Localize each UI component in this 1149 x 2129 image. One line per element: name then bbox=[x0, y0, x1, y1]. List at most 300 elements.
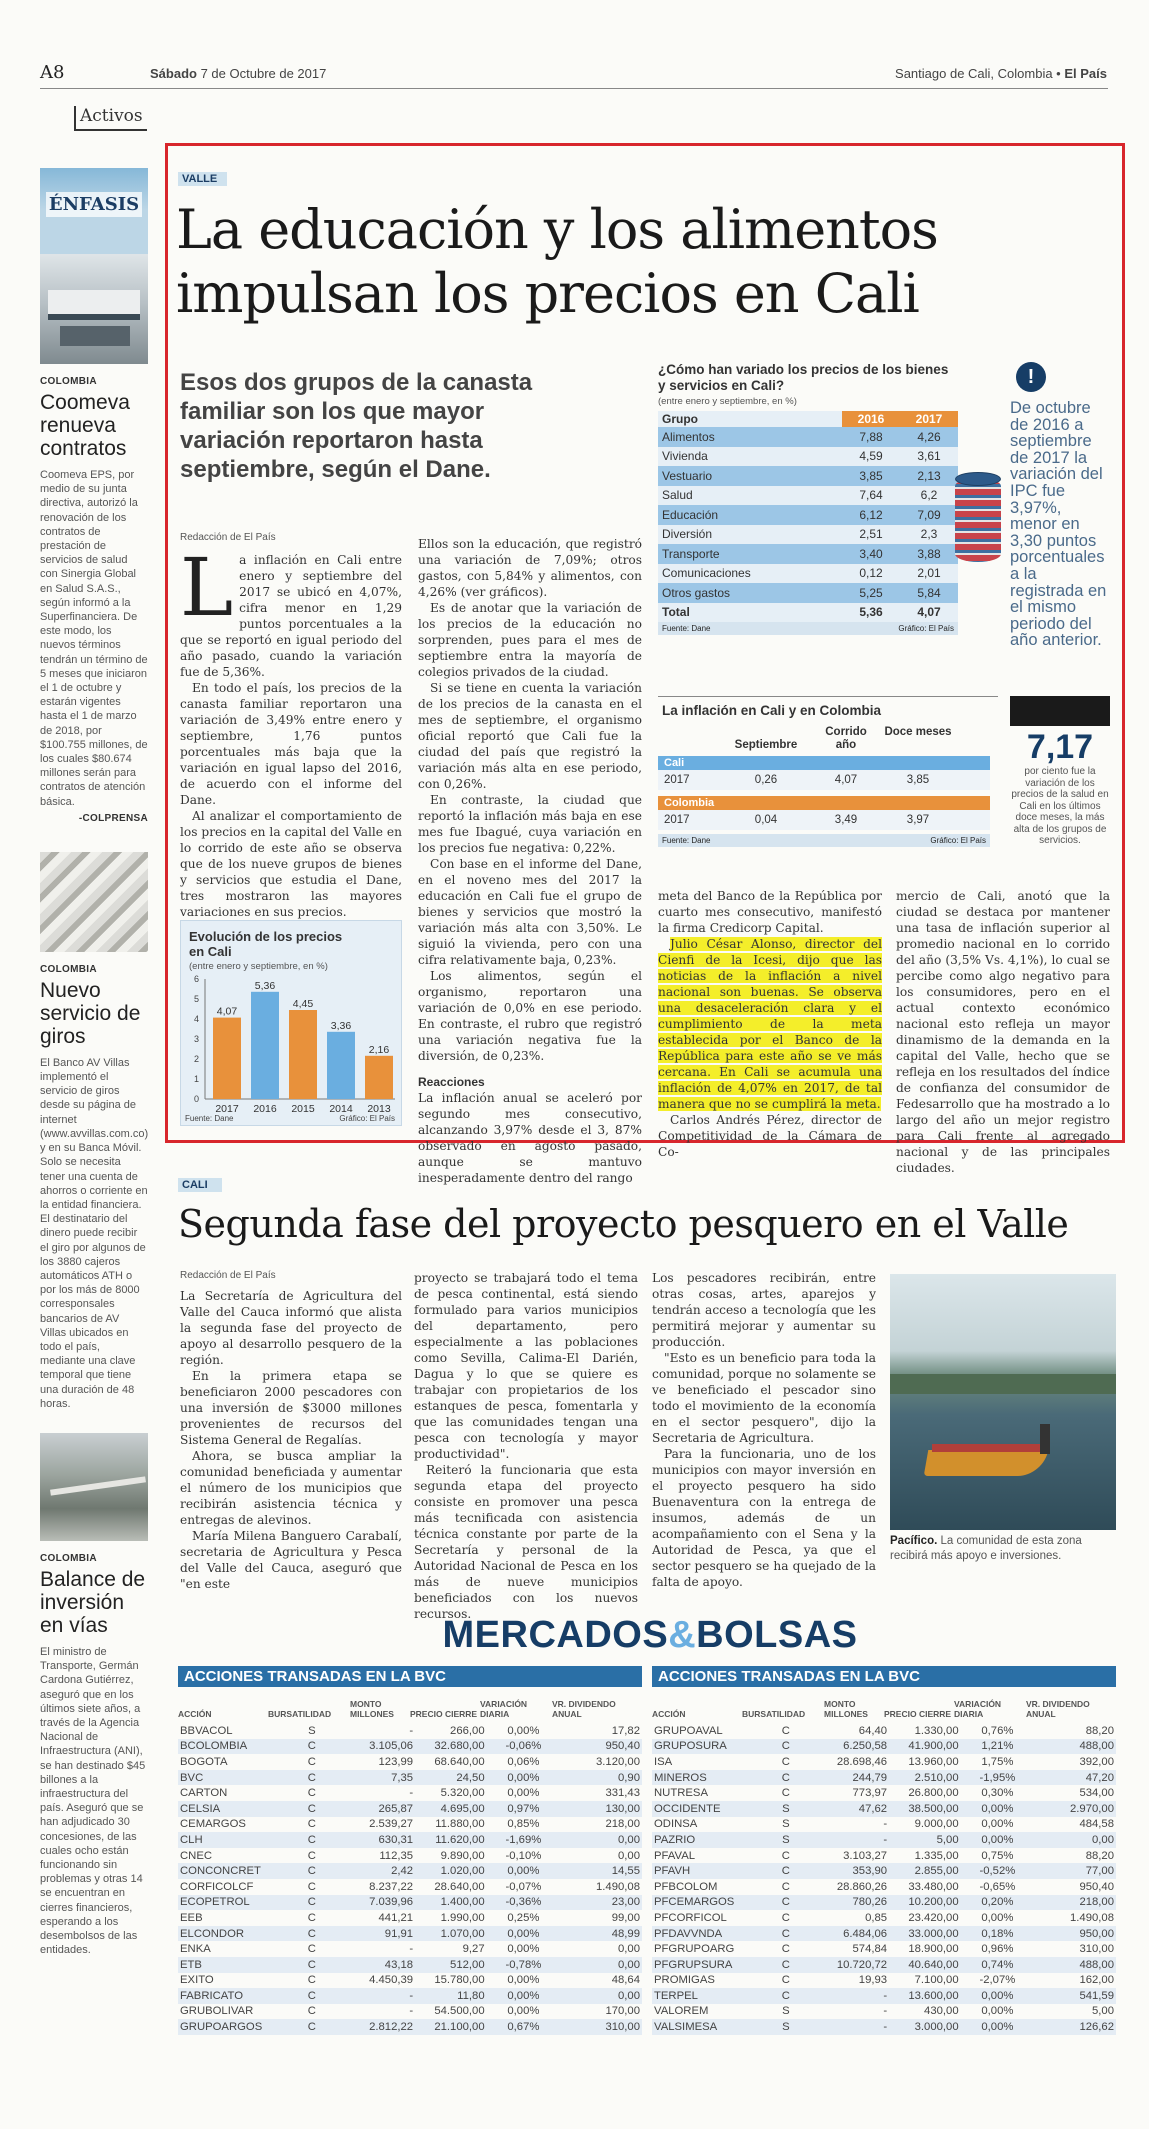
stock-cell: 0,00% bbox=[961, 1832, 1035, 1848]
stock-row bbox=[652, 1739, 1116, 1755]
stock-cell: 950,40 bbox=[560, 1739, 642, 1755]
sidebar-item-tag: COLOMBIA bbox=[40, 1552, 97, 1564]
group-value: 2,13 bbox=[900, 466, 958, 486]
stock-row bbox=[652, 1863, 1116, 1879]
market-table-head bbox=[178, 1687, 642, 1723]
boat-photo bbox=[890, 1274, 1116, 1530]
callout2-bar bbox=[1010, 696, 1110, 726]
bar-value-label: 5,36 bbox=[254, 979, 276, 992]
subhead: Reacciones bbox=[418, 1075, 485, 1089]
stock-cell: 0,00% bbox=[507, 1787, 540, 1800]
stock-cell: -1,95% bbox=[961, 1770, 1035, 1786]
stock-cell: 4.695,00 bbox=[415, 1801, 487, 1817]
group-name: Vestuario bbox=[658, 466, 842, 486]
stock-cell: C bbox=[270, 1988, 354, 2004]
group-value: 5,25 bbox=[842, 583, 900, 603]
col-head: MONTO MILLONES bbox=[350, 1699, 394, 1719]
stock-cell: CNEC bbox=[180, 1849, 213, 1862]
story2-byline: Redacción de El País bbox=[180, 1270, 276, 1281]
stock-cell: 28.698,46 bbox=[836, 1755, 888, 1768]
stock-cell: C bbox=[307, 1849, 316, 1862]
stock-cell: C bbox=[307, 2005, 316, 2018]
stock-cell: ECOPETROL bbox=[178, 1895, 270, 1911]
col-head: ACCIÓN bbox=[178, 1709, 212, 1719]
stock-cell: 0,00% bbox=[981, 2005, 1014, 2018]
stock-cell: - bbox=[883, 1818, 888, 1831]
groups-row bbox=[658, 544, 958, 564]
stock-cell: 0,00% bbox=[507, 1974, 540, 1987]
stock-cell: CEMARGOS bbox=[180, 1818, 246, 1831]
group-name: Salud bbox=[662, 488, 693, 503]
stock-row bbox=[178, 1941, 642, 1957]
header-city: Santiago de Cali, Colombia • bbox=[895, 66, 1061, 81]
stock-cell: 0,85% bbox=[507, 1818, 540, 1831]
stock-cell: PFDAVVNDA bbox=[652, 1926, 744, 1942]
stock-cell: VALOREM bbox=[654, 2005, 709, 2018]
stock-cell: - bbox=[828, 2019, 889, 2035]
stock-cell: CLH bbox=[178, 1832, 270, 1848]
stock-cell: C bbox=[744, 1863, 828, 1879]
stock-cell: 534,00 bbox=[1079, 1787, 1114, 1800]
stock-cell: - bbox=[409, 1943, 414, 1956]
groups-row bbox=[658, 603, 958, 623]
paragraph: María Milena Banguero Carabalí, secretaria de Agricultura y Pesca del Valle del Cauca, aseguró que "en este bbox=[180, 1529, 402, 1591]
group-value: 4,26 bbox=[900, 427, 958, 447]
paragraph: La Secretaría de Agricultura del Valle del Cauca informó que alista la segunda fase del proyecto de apoyo al desarrollo pesquero de la región. bbox=[180, 1289, 402, 1367]
stock-cell: C bbox=[781, 1849, 790, 1862]
stock-cell: C bbox=[270, 1739, 354, 1755]
stock-cell: 13.600,00 bbox=[889, 1988, 961, 2004]
x-category-label: 2015 bbox=[291, 1103, 315, 1115]
stock-row bbox=[178, 2019, 642, 2035]
stock-row bbox=[652, 1895, 1116, 1911]
stock-row bbox=[652, 2004, 1116, 2020]
stock-row bbox=[178, 1926, 642, 1942]
x-category-label: 2017 bbox=[215, 1103, 239, 1115]
inflation-colombia-band: Colombia bbox=[658, 796, 990, 810]
stock-cell: 265,87 bbox=[354, 1801, 415, 1817]
paragraph: En contraste, la ciudad que reportó la inflación más baja en ese mes fue Ibagué, cuya variación en los precios fue negativa: 0,22%. bbox=[418, 793, 642, 855]
stock-cell: 1.400,00 bbox=[415, 1895, 487, 1911]
stock-row bbox=[178, 1879, 642, 1895]
stock-cell: S bbox=[782, 1818, 790, 1831]
stock-row bbox=[652, 1973, 1116, 1989]
cell: 3,85 bbox=[906, 774, 930, 786]
stock-cell: 310,00 bbox=[1079, 1943, 1114, 1956]
stock-cell: C bbox=[270, 1926, 354, 1942]
stock-cell: 441,21 bbox=[378, 1911, 414, 1924]
stock-row bbox=[178, 1754, 642, 1770]
stock-cell: 47,62 bbox=[828, 1801, 889, 1817]
stock-cell: CONCONCRET bbox=[178, 1863, 270, 1879]
stock-cell: 38.500,00 bbox=[889, 1801, 961, 1817]
market-table-left bbox=[178, 1666, 642, 2035]
stock-cell: 1.020,00 bbox=[415, 1863, 487, 1879]
stock-cell: BOGOTA bbox=[180, 1755, 228, 1768]
stock-cell: 23,00 bbox=[560, 1895, 642, 1911]
bar-value-label: 3,36 bbox=[330, 1019, 352, 1032]
stock-cell: 47,20 bbox=[1034, 1770, 1116, 1786]
group-value: 6,12 bbox=[842, 505, 900, 525]
group-value: 3,61 bbox=[917, 449, 941, 464]
stock-cell: 3.103,27 bbox=[843, 1849, 888, 1862]
stock-cell: 1.335,00 bbox=[914, 1849, 959, 1862]
stock-cell: 2.812,22 bbox=[354, 2019, 415, 2035]
col-head: VR. DIVIDENDO ANUAL bbox=[552, 1699, 616, 1719]
sidebar-item-title: Balance de inversión en vías bbox=[40, 1567, 146, 1637]
stock-cell: - bbox=[828, 1832, 889, 1848]
stock-cell: C bbox=[270, 1895, 354, 1911]
groups-year-2016: 2016 bbox=[842, 411, 900, 427]
stock-cell: -0,07% bbox=[505, 1880, 542, 1893]
stock-cell: PAZRIO bbox=[652, 1832, 744, 1848]
stock-cell: PFCEMARGOS bbox=[652, 1895, 744, 1911]
stock-cell: S bbox=[744, 2019, 828, 2035]
stock-cell: 19,93 bbox=[858, 1974, 888, 1987]
enfasis-label: ÉNFASIS bbox=[46, 192, 142, 217]
stock-cell: 10.200,00 bbox=[889, 1895, 961, 1911]
stock-cell: -0,52% bbox=[961, 1863, 1035, 1879]
inflation-graphic-credit: Gráfico: El País bbox=[930, 836, 986, 845]
stock-cell: 68.640,00 bbox=[434, 1755, 485, 1768]
bar-value-label: 4,07 bbox=[216, 1005, 238, 1018]
page-number: A8 bbox=[40, 62, 65, 83]
stock-cell: 162,00 bbox=[1079, 1974, 1114, 1987]
cell: 0,04 bbox=[754, 814, 778, 826]
col-head: PRECIO CIERRE bbox=[884, 1709, 952, 1719]
market-table bbox=[178, 1723, 642, 2035]
stock-cell: 10.720,72 bbox=[828, 1957, 889, 1973]
stock-row bbox=[178, 1739, 642, 1755]
stock-cell: 0,90 bbox=[560, 1770, 642, 1786]
stock-cell: 2.539,27 bbox=[369, 1818, 414, 1831]
stock-cell: C bbox=[270, 1801, 354, 1817]
stock-cell: 488,00 bbox=[1034, 1957, 1116, 1973]
stock-row bbox=[178, 1801, 642, 1817]
y-tick-label: 6 bbox=[193, 974, 199, 984]
stock-cell: ETB bbox=[178, 1957, 270, 1973]
groups-source: Fuente: Dane bbox=[662, 624, 711, 633]
groups-row bbox=[658, 466, 958, 486]
group-name: Educación bbox=[658, 505, 842, 525]
sidebar-building-photo bbox=[40, 254, 148, 364]
inflation-table-box bbox=[658, 696, 998, 856]
col-head: PRECIO CIERRE bbox=[410, 1709, 478, 1719]
stock-cell: 24,50 bbox=[415, 1770, 487, 1786]
stock-cell: 1.070,00 bbox=[415, 1926, 487, 1942]
cell: 0,26 bbox=[754, 774, 778, 786]
stock-cell: PFAVAL bbox=[654, 1849, 696, 1862]
stock-row bbox=[178, 1770, 642, 1786]
stock-cell: 77,00 bbox=[1034, 1863, 1116, 1879]
stock-cell: 630,31 bbox=[354, 1832, 415, 1848]
paragraph: Es de anotar que la variación de los precios de la educación no sorprenden, pues para el mes de septiembre entra la mayoría de colegios privados de la ciudad. bbox=[418, 601, 642, 679]
col-head: ACCIÓN bbox=[652, 1709, 686, 1719]
stock-cell: -1,69% bbox=[487, 1832, 561, 1848]
stock-row bbox=[652, 1879, 1116, 1895]
paragraph: Reiteró la funcionaria que esta segunda etapa del proyecto consiste en promover una pesca más tecnificada con asistencia técnica constante por parte de la Secretaría y personal de la Autoridad Nacional de Pesca en los más de nueve municipios beneficiados con los nuevos recursos. bbox=[414, 1463, 638, 1621]
stock-cell: 0,00% bbox=[507, 2005, 540, 2018]
coin-stack-icon bbox=[955, 472, 1001, 568]
stock-cell: 5.320,00 bbox=[440, 1787, 485, 1800]
stock-cell: 0,00% bbox=[487, 1926, 561, 1942]
col-head: VARIACIÓN DIARIA bbox=[480, 1699, 528, 1719]
stock-cell: C bbox=[781, 1787, 790, 1800]
paragraph: Los pescadores recibirán, entre otras cosas, artes, aparejos y tendrán acceso a tecnología que les permitirá mejorar y aumentar su producción. bbox=[652, 1271, 876, 1349]
stock-cell: 7,35 bbox=[354, 1770, 415, 1786]
cell: 3,49 bbox=[834, 814, 858, 826]
stock-cell: C bbox=[307, 1880, 316, 1893]
stock-cell: C bbox=[781, 1943, 790, 1956]
col-head: VARIACIÓN DIARIA bbox=[954, 1699, 1002, 1719]
stock-cell: C bbox=[307, 1911, 316, 1924]
stock-row bbox=[652, 1910, 1116, 1926]
stock-cell: 950,40 bbox=[1079, 1880, 1114, 1893]
stock-cell: ISA bbox=[654, 1755, 673, 1768]
stock-cell: BVC bbox=[178, 1770, 270, 1786]
stock-cell: 0,00% bbox=[487, 1988, 561, 2004]
stock-cell: 0,06% bbox=[507, 1755, 540, 1768]
stock-cell: 43,18 bbox=[354, 1957, 415, 1973]
stock-cell: C bbox=[270, 1832, 354, 1848]
story1-headline: La educación y los alimentos impulsan los precios en Cali bbox=[176, 198, 938, 325]
group-name: Comunicaciones bbox=[662, 566, 751, 581]
group-value: 0,12 bbox=[859, 566, 883, 581]
group-name: Alimentos bbox=[658, 427, 842, 447]
story1-deck: Esos dos grupos de la canasta familiar son los que mayor variación reportaron hasta septiembre, según el Dane. bbox=[180, 369, 533, 483]
stock-cell: C bbox=[781, 1911, 790, 1924]
groups-col-head: Grupo bbox=[662, 412, 698, 426]
stock-row bbox=[178, 1723, 642, 1739]
inflation-head-year: Corrido año bbox=[825, 726, 867, 751]
x-category-label: 2014 bbox=[329, 1103, 353, 1115]
inflation-footer bbox=[658, 834, 990, 847]
market-table-title: ACCIONES TRANSADAS EN LA BVC bbox=[178, 1666, 642, 1687]
stock-cell: 3.120,00 bbox=[596, 1755, 640, 1768]
sidebar bbox=[40, 168, 148, 1957]
stock-cell: C bbox=[781, 1880, 790, 1893]
header-rule bbox=[40, 88, 1108, 89]
cell: 2017 bbox=[664, 814, 690, 826]
stock-cell: 13.960,00 bbox=[908, 1755, 959, 1768]
stock-cell: 33.000,00 bbox=[889, 1926, 961, 1942]
header-masthead bbox=[895, 66, 1107, 81]
sidebar-item-body: Coomeva EPS, por medio de su junta directiva, autorizó la renovación de los contratos de prestación de servicios de salud con Sinergia Global en Salud S.A.S., según informó a la Superfinanciera. De este modo, los nuevos términos tendrán un término de 5 meses que iniciaron el 1 de octubre y estarán vigentes hasta el 1 de marzo de 2018, por $100.755 millones, de los cuales $80.674 millones serán para contratos de atención básica. bbox=[40, 469, 148, 808]
inflation-cali-row bbox=[658, 770, 990, 790]
bar-chart bbox=[181, 971, 401, 1121]
paragraph: proyecto se trabajará todo el tema de pesca continental, está siendo formulado para varios municipios del departamento, pero especialmente a las poblaciones como Sevilla, Calima-El Darién, Dagua y lo que se quiere es trabajar con propietarios de los estanques de pesca, fomentarla y que las comunidades tengan una pesca con tecnología y mayor productividad". bbox=[414, 1271, 638, 1461]
stock-cell: 0,74% bbox=[961, 1957, 1035, 1973]
paragraph: En todo el país, los precios de la canasta familiar reportaron una variación de 3,49% entre enero y septiembre, 1,76 puntos porcentuales más baja que la variación en igual lapso del 2016, de acuerdo con el informe del Dane. bbox=[180, 681, 402, 807]
groups-row bbox=[658, 564, 958, 584]
stock-cell: C bbox=[744, 1739, 828, 1755]
bar bbox=[289, 1010, 317, 1099]
paragraph: En la primera etapa se beneficiaron 2000 pescadores con una inversión de $3000 millones provenientes de recursos del Sistema General de Regalías. bbox=[180, 1369, 402, 1447]
stock-cell: C bbox=[270, 1863, 354, 1879]
bar bbox=[327, 1032, 355, 1099]
stock-cell: C bbox=[744, 1926, 828, 1942]
stock-cell: OCCIDENTE bbox=[652, 1801, 744, 1817]
inflation-head-12m: Doce meses bbox=[884, 726, 952, 738]
stock-cell: 26.800,00 bbox=[908, 1787, 959, 1800]
y-tick-label: 1 bbox=[193, 1074, 199, 1084]
stock-cell: -0,65% bbox=[979, 1880, 1016, 1893]
stock-cell: PFCORFICOL bbox=[654, 1911, 727, 1924]
stock-cell: 0,00% bbox=[487, 1770, 561, 1786]
stock-cell: S bbox=[782, 2005, 790, 2018]
stock-cell: 0,00% bbox=[961, 2019, 1035, 2035]
photo-caption bbox=[890, 1534, 1116, 1564]
group-value: 7,64 bbox=[859, 488, 883, 503]
stock-cell: ODINSA bbox=[654, 1818, 698, 1831]
exclamation-icon: ! bbox=[1016, 362, 1046, 392]
chart-source: Fuente: Dane bbox=[185, 1114, 234, 1123]
stock-row bbox=[178, 1817, 642, 1833]
groups-row bbox=[658, 427, 958, 447]
stock-row bbox=[652, 1817, 1116, 1833]
stock-row bbox=[178, 1910, 642, 1926]
story1-col1 bbox=[180, 541, 402, 920]
stock-cell: GRUPOARGOS bbox=[178, 2019, 270, 2035]
stock-cell: 15.780,00 bbox=[434, 1974, 485, 1987]
stock-cell: 18.900,00 bbox=[908, 1943, 959, 1956]
stock-row bbox=[178, 1848, 642, 1864]
stock-cell: 17,82 bbox=[611, 1724, 640, 1737]
stock-cell: 244,79 bbox=[828, 1770, 889, 1786]
inflation-cali-band: Cali bbox=[658, 756, 990, 770]
stock-cell: 2.855,00 bbox=[889, 1863, 961, 1879]
groups-row bbox=[658, 505, 958, 525]
stock-cell: 512,00 bbox=[415, 1957, 487, 1973]
stock-cell: 28.860,26 bbox=[836, 1880, 888, 1893]
stock-row bbox=[178, 1785, 642, 1801]
col-head: BURSATILIDAD bbox=[268, 1709, 332, 1719]
stock-cell: 574,84 bbox=[852, 1943, 888, 1956]
stock-row bbox=[652, 1988, 1116, 2004]
stock-cell: CARTON bbox=[180, 1787, 228, 1800]
stock-cell: 392,00 bbox=[1079, 1755, 1114, 1768]
stock-cell: 541,59 bbox=[1034, 1988, 1116, 2004]
story1-col2 bbox=[418, 536, 642, 1186]
paragraph: "Esto es un beneficio para toda la comunidad, porque no solamente se ve beneficiado el pescador sino todo el movimiento de la economía en el sector pesquero", dijo la Secretaria de Agricultura. bbox=[652, 1351, 876, 1445]
stock-cell: 48,99 bbox=[560, 1926, 642, 1942]
stock-cell: 5,00 bbox=[889, 1832, 961, 1848]
group-value: 4,07 bbox=[917, 605, 941, 620]
stock-cell: GRUBOLIVAR bbox=[180, 2005, 254, 2018]
stock-row bbox=[178, 1895, 642, 1911]
story2-col1 bbox=[180, 1288, 402, 1592]
stock-cell: 5,00 bbox=[1092, 2005, 1114, 2018]
stock-cell: 170,00 bbox=[605, 2005, 640, 2018]
stock-cell: 310,00 bbox=[560, 2019, 642, 2035]
stock-cell: PFGRUPOARG bbox=[654, 1943, 735, 1956]
stock-cell: 0,00% bbox=[961, 1988, 1035, 2004]
stock-cell: 0,00 bbox=[618, 1943, 640, 1956]
stock-row bbox=[178, 1973, 642, 1989]
paragraph: a inflación en Cali entre enero y septiembre del 2017 se ubicó en 4,07%, cifra menor en 1,29 puntos porcentuales a la que se reportó en igual periodo del año pasado, cuando la variación fue de 5,36%. bbox=[180, 553, 402, 679]
stock-cell: 0,85 bbox=[865, 1911, 888, 1924]
stock-cell: PFAVH bbox=[652, 1863, 744, 1879]
dropcap: L bbox=[180, 541, 234, 634]
stock-cell: - bbox=[409, 1787, 414, 1800]
stock-cell: 9.890,00 bbox=[440, 1849, 485, 1862]
stock-cell: S bbox=[744, 1832, 828, 1848]
stock-cell: - bbox=[354, 1988, 415, 2004]
stock-cell: 950,00 bbox=[1034, 1926, 1116, 1942]
paragraph: Si se tiene en cuenta la variación de los precios de la canasta en el mes de septiembre, el organismo oficial reportó que Cali fue la ciudad del país que registró la variación más alta en ese periodo, con 0,26%. bbox=[418, 681, 642, 791]
stock-cell: 41.900,00 bbox=[889, 1739, 961, 1755]
groups-graphic-credit: Gráfico: El País bbox=[898, 624, 954, 633]
market-table-right bbox=[652, 1666, 1116, 2035]
stock-cell: 1,75% bbox=[981, 1755, 1014, 1768]
stock-cell: 11.620,00 bbox=[415, 1832, 487, 1848]
stock-cell: PROMIGAS bbox=[654, 1974, 715, 1987]
stock-cell: 0,00% bbox=[981, 1911, 1014, 1924]
stock-cell: 3.000,00 bbox=[889, 2019, 961, 2035]
groups-row bbox=[658, 525, 958, 545]
groups-table-box bbox=[658, 362, 998, 662]
group-name: Total bbox=[662, 605, 690, 620]
stock-cell: 0,20% bbox=[961, 1895, 1035, 1911]
group-name: Diversión bbox=[662, 527, 713, 542]
x-category-label: 2016 bbox=[253, 1103, 277, 1115]
inflation-colombia-row bbox=[658, 810, 990, 830]
stock-cell: C bbox=[744, 1988, 828, 2004]
cell: 4,07 bbox=[834, 774, 858, 786]
paragraph: Con base en el informe del Dane, en el noveno mes del 2017 la educación en Cali fue el grupo de bienes y servicios que mostró la variación más alta con 3,50%. Le siguió la vivienda, pero con una cifra relativamente baja, 0,23%. bbox=[418, 857, 642, 967]
group-value: 5,84 bbox=[900, 583, 958, 603]
stock-cell: 218,00 bbox=[1034, 1895, 1116, 1911]
paragraph: mercio de Cali, anotó que la ciudad se destaca por mantener una tasa de inflación superior al promedio nacional en lo corrido del año (3,5% Vs. 4,1%), lo cual se percibe como algo negativo para los consumidores, pero en el actual contexto económico nacional esto refleja un mayor dinamismo de la demanda en la capital del Valle, hecho que se refleja en los resultados del índice de confianza del consumidor de Fedesarrollo que ha mostrado a lo largo del año un mejor registro para Cali frente al agregado nacional y de las principales ciudades. bbox=[896, 889, 1110, 1175]
stock-cell: 353,90 bbox=[828, 1863, 889, 1879]
stock-cell: 331,43 bbox=[605, 1787, 640, 1800]
stock-cell: 0,96% bbox=[981, 1943, 1014, 1956]
stock-cell: 0,00 bbox=[1034, 1832, 1116, 1848]
stock-row bbox=[652, 2019, 1116, 2035]
stock-cell: 0,00% bbox=[487, 1863, 561, 1879]
sidebar-item-title: Coomeva renueva contratos bbox=[40, 391, 130, 460]
stock-cell: NUTRESA bbox=[654, 1787, 708, 1800]
stock-row bbox=[652, 1941, 1116, 1957]
group-value: 2,3 bbox=[920, 527, 938, 542]
stock-cell: 112,35 bbox=[379, 1849, 414, 1862]
stock-cell: 0,00% bbox=[507, 1943, 540, 1956]
stock-cell: 1.330,00 bbox=[914, 1724, 959, 1737]
stock-cell: BBVACOL bbox=[180, 1724, 233, 1737]
groups-year-2017: 2017 bbox=[900, 411, 958, 427]
group-name: Transporte bbox=[658, 544, 842, 564]
stock-row bbox=[652, 1832, 1116, 1848]
stock-cell: FABRICATO bbox=[178, 1988, 270, 2004]
paragraph: La inflación anual se aceleró por segundo mes consecutivo, alcanzando 3,97% desde el 3, 87% observado en agosto pasado, aunque se mantuvo inesperadamente dentro del rango bbox=[418, 1091, 642, 1185]
caption-text: La comunidad de esta zona recibirá más apoyo e inversiones. bbox=[890, 1535, 1082, 1562]
stock-cell: C bbox=[307, 1818, 316, 1831]
chart-graphic-credit: Gráfico: El País bbox=[339, 1114, 395, 1123]
sidebar-item-tag: COLOMBIA bbox=[40, 376, 97, 387]
stock-cell: 3.105,06 bbox=[354, 1739, 415, 1755]
groups-row bbox=[658, 486, 958, 506]
stock-cell: PFBCOLOM bbox=[654, 1880, 718, 1893]
stock-row bbox=[652, 1754, 1116, 1770]
groups-footer bbox=[658, 622, 958, 635]
stock-cell: 266,00 bbox=[450, 1724, 485, 1737]
stock-cell: 48,64 bbox=[611, 1974, 640, 1987]
stock-cell: 126,62 bbox=[1034, 2019, 1116, 2035]
stock-cell: 6.484,06 bbox=[828, 1926, 889, 1942]
stock-row bbox=[178, 1988, 642, 2004]
stock-row bbox=[652, 1723, 1116, 1739]
paragraph: Carlos Andrés Pérez, director de Competitividad de la Cámara de Co- bbox=[658, 1113, 882, 1159]
